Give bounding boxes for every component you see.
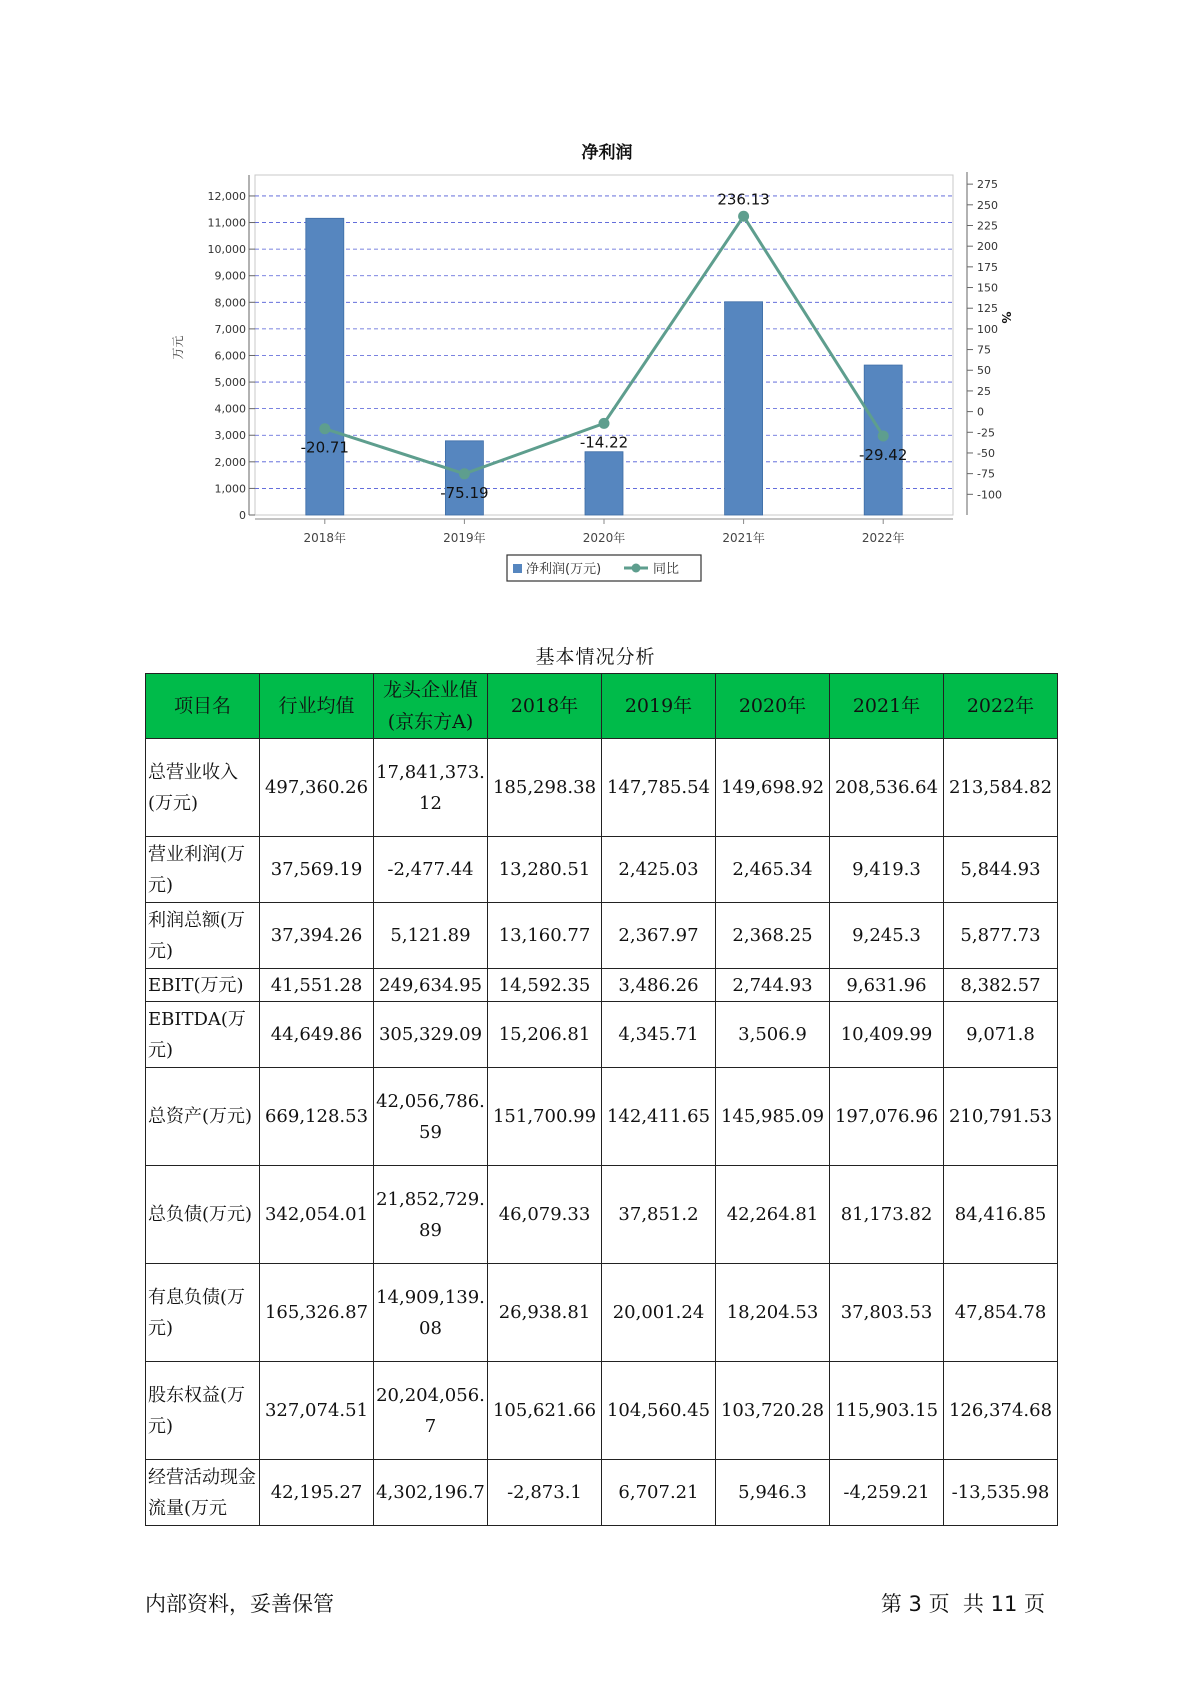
legend-line-marker [632,564,641,573]
right-tick-label: 0 [977,405,984,419]
cell: -13,535.98 [944,1460,1058,1526]
cell: 37,394.26 [260,903,374,969]
header-industry-avg: 行业均值 [260,674,374,739]
right-tick-label: 75 [977,343,991,357]
right-tick-label: 175 [977,260,998,274]
legend-line-label: 同比 [653,562,680,577]
cell: 15,206.81 [488,1002,602,1068]
table-row [146,1068,1058,1166]
x-tick-label: 2020年 [582,531,626,545]
basic-analysis-table [145,673,1058,1526]
table-row [146,1002,1058,1068]
cell: 105,621.66 [488,1362,602,1460]
footer-confidential: 内部资料，妥善保管 [145,1592,334,1616]
x-tick-label: 2018年 [303,531,347,545]
cell: 18,204.53 [716,1264,830,1362]
table-row [146,903,1058,969]
cell: 249,634.95 [374,969,488,1002]
cell: 142,411.65 [602,1068,716,1166]
yoy-point [738,211,749,222]
cell: 20,001.24 [602,1264,716,1362]
x-tick-label: 2019年 [443,531,486,545]
cell: 327,074.51 [260,1362,374,1460]
cell: 14,909,139.08 [374,1264,488,1362]
yoy-point [599,418,610,429]
cell: 145,985.09 [716,1068,830,1166]
cell: 37,851.2 [602,1166,716,1264]
table-row [146,1362,1058,1460]
cell: 42,264.81 [716,1166,830,1264]
cell: 3,506.9 [716,1002,830,1068]
left-tick-label: 6,000 [214,349,246,363]
right-tick-label: -25 [977,426,995,440]
right-axis-label: % [999,311,1013,324]
cell: 41,551.28 [260,969,374,1002]
table-row [146,1460,1058,1526]
cell: 497,360.26 [260,739,374,837]
cell: 149,698.92 [716,739,830,837]
cell: 5,121.89 [374,903,488,969]
cell: 185,298.38 [488,739,602,837]
cell: 37,803.53 [830,1264,944,1362]
cell: 6,707.21 [602,1460,716,1526]
cell: 208,536.64 [830,739,944,837]
cell: 2,425.03 [602,837,716,903]
bar [306,218,344,515]
bar [585,452,623,515]
cell: 21,852,729.89 [374,1166,488,1264]
left-tick-label: 0 [239,509,246,522]
cell: 84,416.85 [944,1166,1058,1264]
row-label: 利润总额(万元) [146,903,260,969]
cell: 210,791.53 [944,1068,1058,1166]
cell: 44,649.86 [260,1002,374,1068]
row-label: EBIT(万元) [146,969,260,1002]
legend-bar-label: 净利润(万元) [526,562,602,577]
cell: 13,160.77 [488,903,602,969]
cell: 17,841,373.12 [374,739,488,837]
row-label: EBITDA(万元) [146,1002,260,1068]
cell: 42,195.27 [260,1460,374,1526]
yoy-data-label: -20.71 [300,438,349,457]
table-row [146,837,1058,903]
left-tick-label: 7,000 [214,322,246,336]
right-tick-label: 25 [977,384,991,398]
right-tick-label: -50 [977,446,995,460]
table-row [146,1264,1058,1362]
row-label: 股东权益(万元) [146,1362,260,1460]
cell: 37,569.19 [260,837,374,903]
cell: 47,854.78 [944,1264,1058,1362]
cell: 3,486.26 [602,969,716,1002]
cell: 8,382.57 [944,969,1058,1002]
yoy-point [319,423,330,434]
left-tick-label: 3,000 [214,429,246,443]
header-leader-value: 龙头企业值(京东方A) [374,674,488,739]
cell: 197,076.96 [830,1068,944,1166]
chart-title: 净利润 [581,143,633,163]
cell: 126,374.68 [944,1362,1058,1460]
left-tick-label: 4,000 [214,402,246,416]
cell: 9,245.3 [830,903,944,969]
left-tick-label: 12,000 [207,189,246,203]
row-label: 经营活动现金流量(万元 [146,1460,260,1526]
cell: 5,844.93 [944,837,1058,903]
x-tick-label: 2022年 [861,531,905,545]
cell: 104,560.45 [602,1362,716,1460]
right-tick-label: -75 [977,467,995,481]
cell: 5,946.3 [716,1460,830,1526]
cell: 14,592.35 [488,969,602,1002]
cell: 2,368.25 [716,903,830,969]
cell: 9,071.8 [944,1002,1058,1068]
cell: 42,056,786.59 [374,1068,488,1166]
yoy-point [459,468,470,479]
cell: 147,785.54 [602,739,716,837]
cell: -2,873.1 [488,1460,602,1526]
right-tick-label: 200 [977,240,998,254]
table-row [146,739,1058,837]
header-2019: 2019年 [602,674,716,739]
cell: -2,477.44 [374,837,488,903]
left-tick-label: 2,000 [214,455,246,469]
left-axis-label: 万元 [171,335,185,360]
table-row [146,969,1058,1002]
header-2018: 2018年 [488,674,602,739]
header-2020: 2020年 [716,674,830,739]
left-tick-label: 10,000 [207,243,246,257]
header-2022: 2022年 [944,674,1058,739]
cell: 115,903.15 [830,1362,944,1460]
yoy-data-label: -29.42 [859,445,908,464]
yoy-data-label: 236.13 [717,190,770,209]
cell: -4,259.21 [830,1460,944,1526]
right-tick-label: -100 [977,488,1002,502]
cell: 2,367.97 [602,903,716,969]
right-tick-label: 50 [977,364,991,378]
cell: 5,877.73 [944,903,1058,969]
x-tick-label: 2021年 [722,531,765,545]
cell: 342,054.01 [260,1166,374,1264]
right-tick-label: 125 [977,302,998,316]
row-label: 总负债(万元) [146,1166,260,1264]
cell: 4,302,196.7 [374,1460,488,1526]
row-label: 营业利润(万元) [146,837,260,903]
cell: 2,465.34 [716,837,830,903]
left-tick-label: 1,000 [214,482,246,496]
cell: 9,419.3 [830,837,944,903]
cell: 4,345.71 [602,1002,716,1068]
right-tick-label: 100 [977,322,998,336]
table-title: 基本情况分析 [535,646,656,668]
right-tick-label: 225 [977,219,998,233]
left-tick-label: 9,000 [214,269,246,283]
right-tick-label: 150 [977,281,998,295]
yoy-data-label: -75.19 [440,483,489,502]
cell: 305,329.09 [374,1002,488,1068]
row-label: 总营业收入(万元) [146,739,260,837]
cell: 10,409.99 [830,1002,944,1068]
header-item-name: 项目名 [146,674,260,739]
cell: 46,079.33 [488,1166,602,1264]
table-row [146,1166,1058,1264]
bar [725,302,763,515]
cell: 20,204,056.7 [374,1362,488,1460]
cell: 13,280.51 [488,837,602,903]
cell: 2,744.93 [716,969,830,1002]
cell: 26,938.81 [488,1264,602,1362]
cell: 103,720.28 [716,1362,830,1460]
net-profit-chart [160,135,1020,595]
right-tick-label: 250 [977,198,998,212]
row-label: 总资产(万元) [146,1068,260,1166]
yoy-point [878,430,889,441]
cell: 9,631.96 [830,969,944,1002]
header-2021: 2021年 [830,674,944,739]
left-tick-label: 5,000 [214,376,246,390]
left-tick-label: 11,000 [207,216,246,230]
left-tick-label: 8,000 [214,296,246,310]
cell: 213,584.82 [944,739,1058,837]
yoy-data-label: -14.22 [579,433,629,452]
cell: 165,326.87 [260,1264,374,1362]
cell: 151,700.99 [488,1068,602,1166]
cell: 669,128.53 [260,1068,374,1166]
cell: 81,173.82 [830,1166,944,1264]
footer-page-number: 第 3 页 共 11 页 [880,1592,1045,1616]
table-header-row [146,674,1058,739]
right-tick-label: 275 [977,178,998,192]
legend-bar-swatch [513,564,522,573]
row-label: 有息负债(万元) [146,1264,260,1362]
